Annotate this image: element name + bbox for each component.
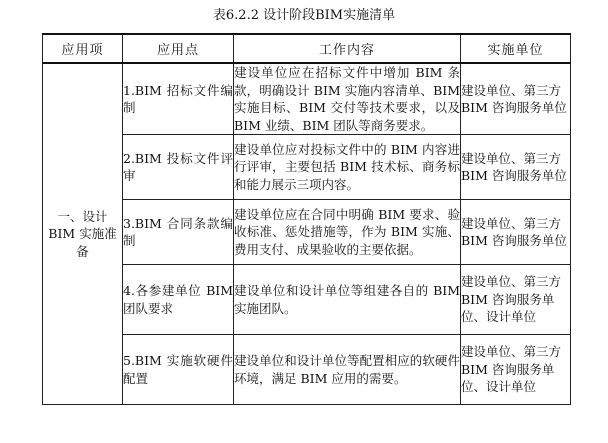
work-text: 建设单位应在招标文件中增加 BIM 条款，明确设计 BIM 实施内容清单、BIM 实施目标、BIM 交付等技术要求，以及 BIM 业绩、BIM 团队等商务要求。 (234, 65, 460, 133)
work-cell (234, 200, 461, 265)
point-text: 4.各参建单位 BIM 团队要求 (123, 283, 233, 316)
table-row (43, 265, 571, 335)
unit-text: 建设单位、第三方 BIM 咨询服务单位、设计单位 (461, 344, 562, 395)
point-cell (123, 335, 234, 405)
point-text: 3.BIM 合同条款编制 (123, 215, 233, 248)
bim-implementation-table (42, 33, 571, 405)
header-work: 工作内容 (234, 34, 461, 63)
work-text: 建设单位和设计单位等配置相应的软硬件环境，满足 BIM 应用的需要。 (234, 353, 460, 386)
unit-cell (461, 135, 571, 200)
unit-cell (461, 335, 571, 405)
table-header-row (43, 34, 571, 63)
work-cell (234, 63, 461, 135)
work-text: 建设单位和设计单位等组建各自的 BIM 实施团队。 (234, 283, 460, 316)
table-row (43, 135, 571, 200)
point-cell (123, 200, 234, 265)
table-row (43, 335, 571, 405)
header-item: 应用项 (43, 34, 123, 63)
point-cell (123, 63, 234, 135)
unit-text: 建设单位、第三方 BIM 咨询服务单位 (461, 82, 567, 115)
unit-text: 建设单位、第三方 BIM 咨询服务单位 (461, 150, 567, 183)
work-text: 建设单位应在合同中明确 BIM 要求、验收标准、惩处措施等，作为 BIM 实施、费用支付、成果验收的主要依据。 (234, 206, 460, 257)
table-row (43, 63, 571, 135)
phase-label: 一、设计 BIM 实施准备 (48, 208, 117, 259)
point-text: 2.BIM 投标文件评审 (123, 150, 233, 183)
header-point: 应用点 (123, 34, 234, 63)
table-caption: 表6.2.2 设计阶段BIM实施清单 (212, 8, 396, 23)
work-text: 建设单位应对投标文件中的 BIM 内容进行评审，主要包括 BIM 技术标、商务标和能力展示三项内容。 (234, 141, 460, 192)
unit-text: 建设单位、第三方 BIM 咨询服务单位 (461, 215, 567, 248)
header-unit: 实施单位 (461, 34, 571, 63)
point-cell (123, 265, 234, 335)
work-cell (234, 335, 461, 405)
unit-text: 建设单位、第三方 BIM 咨询服务单位、设计单位 (461, 274, 562, 325)
table-row (43, 200, 571, 265)
work-cell (234, 135, 461, 200)
work-cell (234, 265, 461, 335)
point-text: 5.BIM 实施软硬件配置 (123, 353, 233, 386)
phase-cell (43, 63, 123, 405)
unit-cell (461, 265, 571, 335)
unit-cell (461, 63, 571, 135)
point-cell (123, 135, 234, 200)
point-text: 1.BIM 招标文件编制 (123, 82, 233, 115)
unit-cell (461, 200, 571, 265)
